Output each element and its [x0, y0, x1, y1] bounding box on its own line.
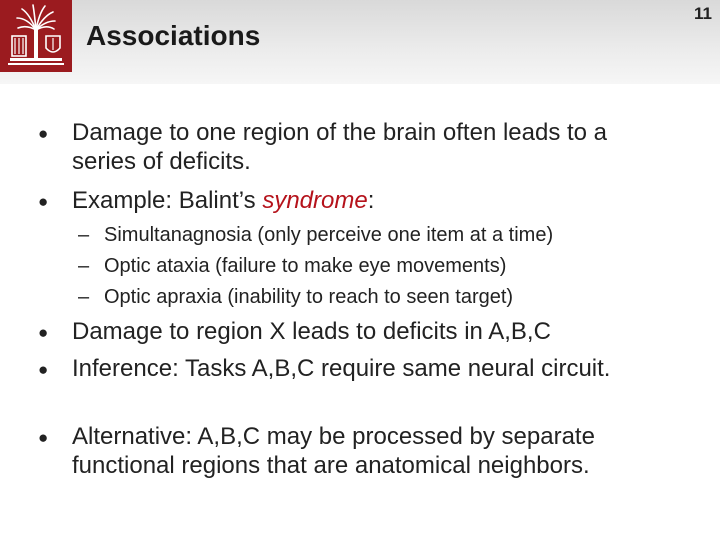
bullet-text: Inference: Tasks A,B,C require same neural circuit.: [72, 355, 611, 382]
bullet-item: [38, 118, 672, 176]
bullet-marker: ●: [38, 192, 49, 211]
bullet-text: Damage to one region of the brain often leads to a series of deficits.: [72, 119, 608, 175]
sub-bullet-marker: –: [78, 224, 90, 246]
sub-bullet-item: [78, 285, 684, 309]
sub-bullet-text: Simultanagnosia (only perceive one item at a time): [104, 224, 554, 246]
bullet-text-suffix: :: [367, 187, 375, 214]
emphasized-term: syndrome: [262, 187, 368, 214]
bullet-text: Alternative: A,B,C may be processed by separate functional regions that are anatomical neighbors.: [72, 423, 595, 479]
bullet-item: [38, 354, 672, 383]
bullet-marker: ●: [38, 360, 49, 379]
bullet-item: [38, 186, 672, 215]
sub-bullet-item: [78, 254, 684, 278]
bullet-marker: ●: [38, 124, 49, 143]
bullet-text: Example: Balint’s: [72, 187, 263, 214]
slide-number: 11: [694, 4, 712, 23]
university-logo: [0, 0, 72, 72]
slide-title: Associations: [86, 20, 261, 51]
sub-bullet-marker: –: [78, 255, 90, 277]
sub-bullet-text: Optic apraxia (inability to reach to seen target): [104, 286, 514, 308]
bullet-marker: ●: [38, 428, 49, 447]
sub-bullet-marker: –: [78, 286, 90, 308]
bullet-item: [38, 317, 672, 346]
bullet-item: [38, 422, 672, 480]
sub-bullet-text: Optic ataxia (failure to make eye movements): [104, 255, 507, 277]
bullet-marker: ●: [38, 323, 49, 342]
sub-bullet-item: [78, 223, 684, 247]
palmetto-tree-seal-icon: [0, 0, 72, 72]
bullet-text: Damage to region X leads to deficits in A,B,C: [72, 318, 551, 345]
